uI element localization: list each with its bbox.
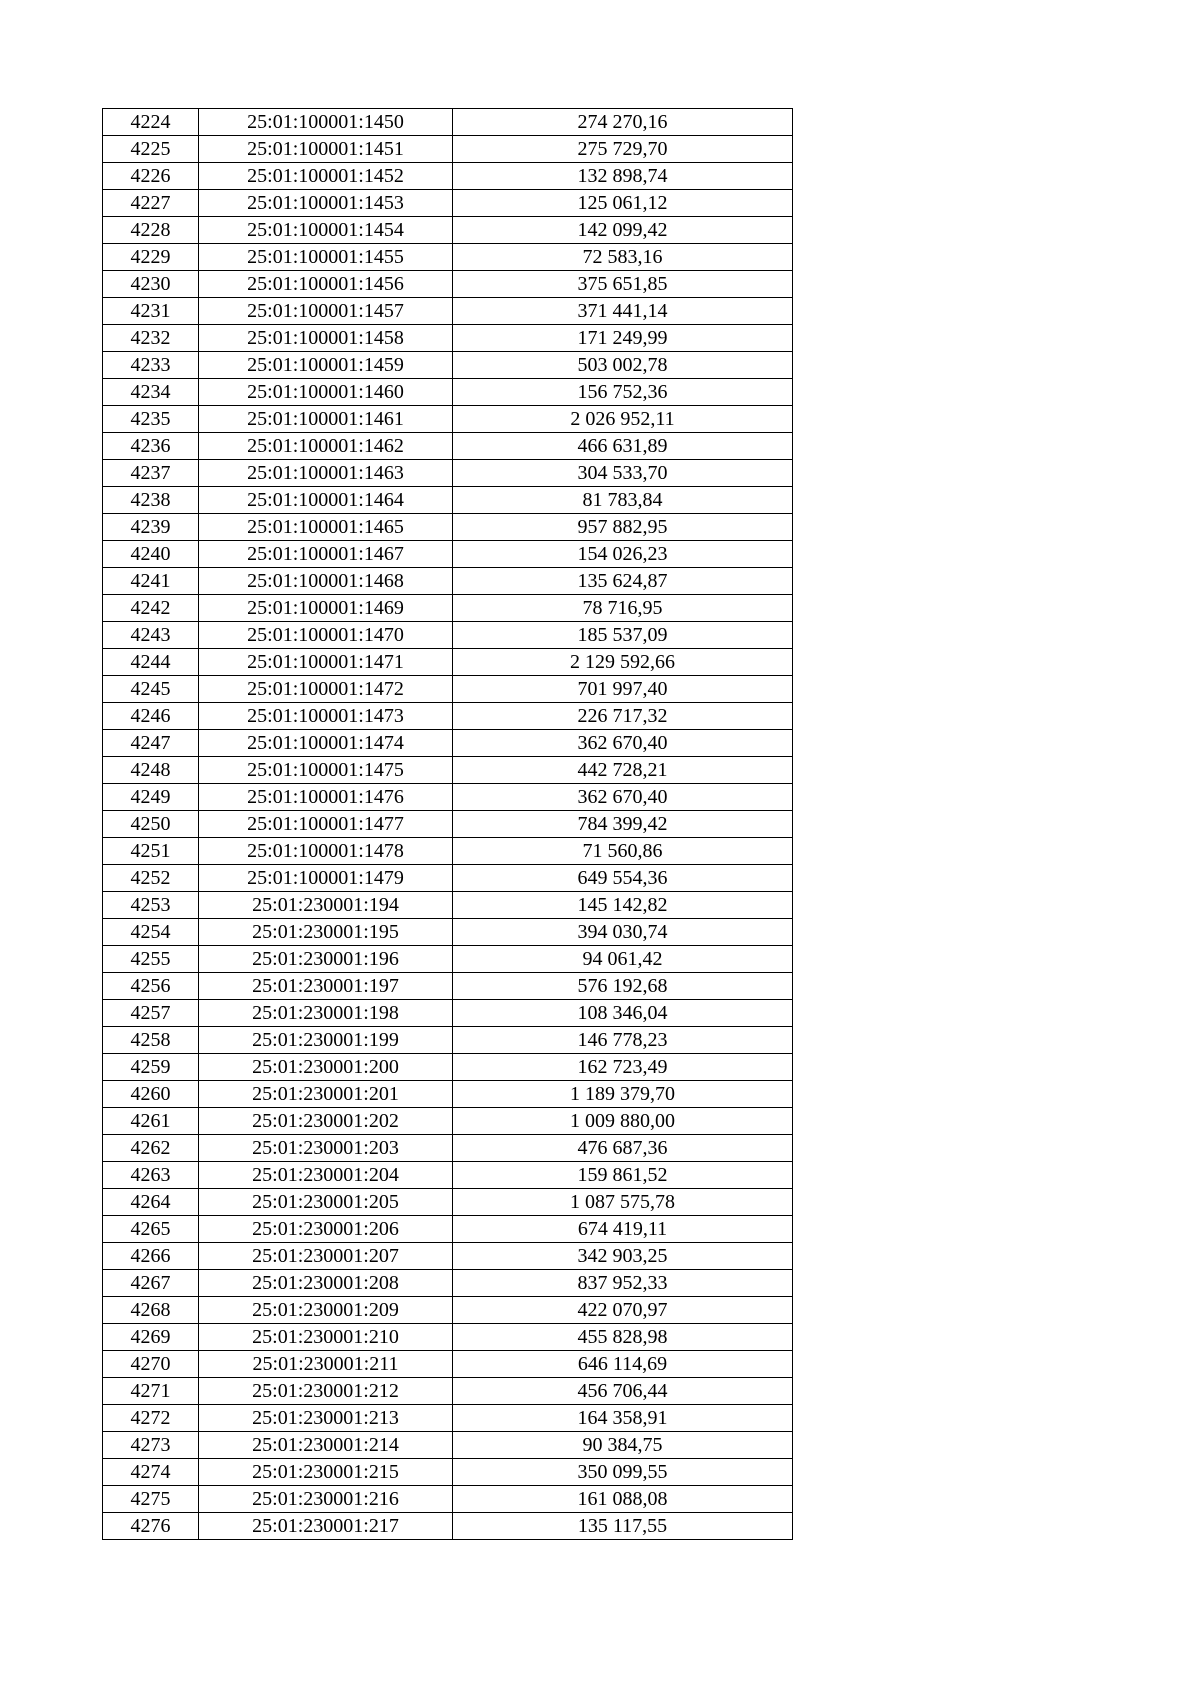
table-row [103, 973, 793, 1000]
value-cell: 456 706,44 [453, 1378, 793, 1405]
table-row [103, 1432, 793, 1459]
value-cell: 362 670,40 [453, 730, 793, 757]
table-row [103, 1162, 793, 1189]
table-row [103, 1216, 793, 1243]
value-cell: 135 117,55 [453, 1513, 793, 1540]
row-number-cell: 4226 [103, 163, 199, 190]
table-row [103, 1270, 793, 1297]
row-number-cell: 4235 [103, 406, 199, 433]
row-number-cell: 4250 [103, 811, 199, 838]
cadastral-number-cell: 25:01:230001:201 [199, 1081, 453, 1108]
row-number-cell: 4262 [103, 1135, 199, 1162]
value-cell: 108 346,04 [453, 1000, 793, 1027]
cadastral-number-cell: 25:01:230001:200 [199, 1054, 453, 1081]
value-cell: 145 142,82 [453, 892, 793, 919]
value-cell: 154 026,23 [453, 541, 793, 568]
cadastral-number-cell: 25:01:230001:211 [199, 1351, 453, 1378]
value-cell: 371 441,14 [453, 298, 793, 325]
row-number-cell: 4243 [103, 622, 199, 649]
row-number-cell: 4228 [103, 217, 199, 244]
row-number-cell: 4246 [103, 703, 199, 730]
value-cell: 159 861,52 [453, 1162, 793, 1189]
value-cell: 784 399,42 [453, 811, 793, 838]
table-row [103, 217, 793, 244]
row-number-cell: 4230 [103, 271, 199, 298]
table-row [103, 406, 793, 433]
table-row [103, 1081, 793, 1108]
row-number-cell: 4276 [103, 1513, 199, 1540]
table-row [103, 379, 793, 406]
value-cell: 1 009 880,00 [453, 1108, 793, 1135]
value-cell: 162 723,49 [453, 1054, 793, 1081]
row-number-cell: 4251 [103, 838, 199, 865]
value-cell: 701 997,40 [453, 676, 793, 703]
cadastral-number-cell: 25:01:230001:199 [199, 1027, 453, 1054]
table-row [103, 946, 793, 973]
value-cell: 957 882,95 [453, 514, 793, 541]
cadastral-number-cell: 25:01:100001:1453 [199, 190, 453, 217]
row-number-cell: 4256 [103, 973, 199, 1000]
cadastral-number-cell: 25:01:100001:1456 [199, 271, 453, 298]
table-row [103, 865, 793, 892]
cadastral-number-cell: 25:01:230001:205 [199, 1189, 453, 1216]
table-row [103, 298, 793, 325]
row-number-cell: 4244 [103, 649, 199, 676]
row-number-cell: 4269 [103, 1324, 199, 1351]
row-number-cell: 4260 [103, 1081, 199, 1108]
table-row [103, 1000, 793, 1027]
value-cell: 90 384,75 [453, 1432, 793, 1459]
cadastral-number-cell: 25:01:100001:1462 [199, 433, 453, 460]
cadastral-number-cell: 25:01:230001:195 [199, 919, 453, 946]
table-row [103, 136, 793, 163]
table-row [103, 568, 793, 595]
table-row [103, 1135, 793, 1162]
value-cell: 576 192,68 [453, 973, 793, 1000]
value-cell: 476 687,36 [453, 1135, 793, 1162]
table-row [103, 919, 793, 946]
cadastral-number-cell: 25:01:230001:216 [199, 1486, 453, 1513]
cadastral-number-cell: 25:01:230001:208 [199, 1270, 453, 1297]
value-cell: 171 249,99 [453, 325, 793, 352]
value-cell: 394 030,74 [453, 919, 793, 946]
value-cell: 156 752,36 [453, 379, 793, 406]
table-row [103, 1297, 793, 1324]
row-number-cell: 4225 [103, 136, 199, 163]
row-number-cell: 4274 [103, 1459, 199, 1486]
value-cell: 455 828,98 [453, 1324, 793, 1351]
row-number-cell: 4271 [103, 1378, 199, 1405]
table-row [103, 838, 793, 865]
row-number-cell: 4268 [103, 1297, 199, 1324]
table-row [103, 109, 793, 136]
row-number-cell: 4240 [103, 541, 199, 568]
row-number-cell: 4236 [103, 433, 199, 460]
cadastral-number-cell: 25:01:100001:1454 [199, 217, 453, 244]
row-number-cell: 4253 [103, 892, 199, 919]
row-number-cell: 4264 [103, 1189, 199, 1216]
row-number-cell: 4257 [103, 1000, 199, 1027]
value-cell: 2 129 592,66 [453, 649, 793, 676]
row-number-cell: 4229 [103, 244, 199, 271]
cadastral-number-cell: 25:01:100001:1476 [199, 784, 453, 811]
row-number-cell: 4263 [103, 1162, 199, 1189]
value-cell: 135 624,87 [453, 568, 793, 595]
cadastral-number-cell: 25:01:230001:202 [199, 1108, 453, 1135]
cadastral-number-cell: 25:01:100001:1474 [199, 730, 453, 757]
table-row [103, 1027, 793, 1054]
table-row [103, 1108, 793, 1135]
row-number-cell: 4248 [103, 757, 199, 784]
table-row [103, 1405, 793, 1432]
row-number-cell: 4245 [103, 676, 199, 703]
cadastral-number-cell: 25:01:100001:1479 [199, 865, 453, 892]
cadastral-number-cell: 25:01:100001:1465 [199, 514, 453, 541]
row-number-cell: 4265 [103, 1216, 199, 1243]
table-row [103, 1243, 793, 1270]
cadastral-number-cell: 25:01:100001:1468 [199, 568, 453, 595]
cadastral-number-cell: 25:01:230001:206 [199, 1216, 453, 1243]
cadastral-number-cell: 25:01:100001:1459 [199, 352, 453, 379]
value-cell: 646 114,69 [453, 1351, 793, 1378]
value-cell: 164 358,91 [453, 1405, 793, 1432]
value-cell: 78 716,95 [453, 595, 793, 622]
cadastral-value-table [102, 108, 793, 1540]
value-cell: 132 898,74 [453, 163, 793, 190]
cadastral-number-cell: 25:01:230001:196 [199, 946, 453, 973]
cadastral-number-cell: 25:01:100001:1455 [199, 244, 453, 271]
value-cell: 304 533,70 [453, 460, 793, 487]
cadastral-number-cell: 25:01:100001:1478 [199, 838, 453, 865]
value-cell: 71 560,86 [453, 838, 793, 865]
row-number-cell: 4272 [103, 1405, 199, 1432]
table-row [103, 190, 793, 217]
cadastral-number-cell: 25:01:230001:198 [199, 1000, 453, 1027]
table-row [103, 1513, 793, 1540]
row-number-cell: 4234 [103, 379, 199, 406]
cadastral-number-cell: 25:01:100001:1463 [199, 460, 453, 487]
cadastral-number-cell: 25:01:230001:215 [199, 1459, 453, 1486]
table-row [103, 460, 793, 487]
value-cell: 350 099,55 [453, 1459, 793, 1486]
value-cell: 1 087 575,78 [453, 1189, 793, 1216]
value-cell: 503 002,78 [453, 352, 793, 379]
table-row [103, 1324, 793, 1351]
value-cell: 422 070,97 [453, 1297, 793, 1324]
row-number-cell: 4270 [103, 1351, 199, 1378]
row-number-cell: 4224 [103, 109, 199, 136]
cadastral-number-cell: 25:01:100001:1451 [199, 136, 453, 163]
table-row [103, 325, 793, 352]
row-number-cell: 4232 [103, 325, 199, 352]
value-cell: 274 270,16 [453, 109, 793, 136]
cadastral-number-cell: 25:01:230001:207 [199, 1243, 453, 1270]
cadastral-number-cell: 25:01:100001:1460 [199, 379, 453, 406]
cadastral-number-cell: 25:01:100001:1472 [199, 676, 453, 703]
cadastral-number-cell: 25:01:230001:194 [199, 892, 453, 919]
row-number-cell: 4259 [103, 1054, 199, 1081]
cadastral-number-cell: 25:01:100001:1469 [199, 595, 453, 622]
cadastral-number-cell: 25:01:100001:1464 [199, 487, 453, 514]
value-cell: 649 554,36 [453, 865, 793, 892]
table-body [103, 109, 793, 1540]
table-row [103, 892, 793, 919]
row-number-cell: 4275 [103, 1486, 199, 1513]
value-cell: 81 783,84 [453, 487, 793, 514]
row-number-cell: 4242 [103, 595, 199, 622]
cadastral-number-cell: 25:01:100001:1467 [199, 541, 453, 568]
cadastral-number-cell: 25:01:100001:1457 [199, 298, 453, 325]
value-cell: 161 088,08 [453, 1486, 793, 1513]
row-number-cell: 4241 [103, 568, 199, 595]
cadastral-number-cell: 25:01:230001:212 [199, 1378, 453, 1405]
value-cell: 72 583,16 [453, 244, 793, 271]
row-number-cell: 4247 [103, 730, 199, 757]
value-cell: 837 952,33 [453, 1270, 793, 1297]
table-row [103, 703, 793, 730]
table-row [103, 541, 793, 568]
row-number-cell: 4239 [103, 514, 199, 541]
table-row [103, 1189, 793, 1216]
table-row [103, 730, 793, 757]
table-row [103, 784, 793, 811]
value-cell: 342 903,25 [453, 1243, 793, 1270]
value-cell: 375 651,85 [453, 271, 793, 298]
table-row [103, 676, 793, 703]
row-number-cell: 4267 [103, 1270, 199, 1297]
value-cell: 442 728,21 [453, 757, 793, 784]
value-cell: 466 631,89 [453, 433, 793, 460]
row-number-cell: 4233 [103, 352, 199, 379]
row-number-cell: 4261 [103, 1108, 199, 1135]
row-number-cell: 4231 [103, 298, 199, 325]
cadastral-number-cell: 25:01:230001:203 [199, 1135, 453, 1162]
row-number-cell: 4258 [103, 1027, 199, 1054]
table-row [103, 271, 793, 298]
cadastral-number-cell: 25:01:100001:1470 [199, 622, 453, 649]
cadastral-number-cell: 25:01:100001:1475 [199, 757, 453, 784]
value-cell: 362 670,40 [453, 784, 793, 811]
table-row [103, 487, 793, 514]
table-row [103, 595, 793, 622]
row-number-cell: 4255 [103, 946, 199, 973]
cadastral-number-cell: 25:01:100001:1471 [199, 649, 453, 676]
table-row [103, 244, 793, 271]
value-cell: 125 061,12 [453, 190, 793, 217]
row-number-cell: 4237 [103, 460, 199, 487]
cadastral-number-cell: 25:01:100001:1461 [199, 406, 453, 433]
cadastral-number-cell: 25:01:100001:1458 [199, 325, 453, 352]
table-row [103, 352, 793, 379]
value-cell: 94 061,42 [453, 946, 793, 973]
table-row [103, 622, 793, 649]
cadastral-number-cell: 25:01:230001:214 [199, 1432, 453, 1459]
row-number-cell: 4273 [103, 1432, 199, 1459]
value-cell: 275 729,70 [453, 136, 793, 163]
cadastral-number-cell: 25:01:100001:1473 [199, 703, 453, 730]
value-cell: 2 026 952,11 [453, 406, 793, 433]
row-number-cell: 4238 [103, 487, 199, 514]
row-number-cell: 4266 [103, 1243, 199, 1270]
value-cell: 142 099,42 [453, 217, 793, 244]
table-row [103, 757, 793, 784]
value-cell: 146 778,23 [453, 1027, 793, 1054]
cadastral-number-cell: 25:01:100001:1477 [199, 811, 453, 838]
row-number-cell: 4227 [103, 190, 199, 217]
row-number-cell: 4249 [103, 784, 199, 811]
cadastral-number-cell: 25:01:100001:1450 [199, 109, 453, 136]
cadastral-number-cell: 25:01:230001:217 [199, 1513, 453, 1540]
table-row [103, 1486, 793, 1513]
row-number-cell: 4252 [103, 865, 199, 892]
cadastral-number-cell: 25:01:230001:210 [199, 1324, 453, 1351]
value-cell: 185 537,09 [453, 622, 793, 649]
cadastral-number-cell: 25:01:230001:213 [199, 1405, 453, 1432]
table-row [103, 1378, 793, 1405]
table-row [103, 1054, 793, 1081]
table-row [103, 163, 793, 190]
table-row [103, 433, 793, 460]
value-cell: 674 419,11 [453, 1216, 793, 1243]
value-cell: 1 189 379,70 [453, 1081, 793, 1108]
table-row [103, 514, 793, 541]
table-row [103, 649, 793, 676]
table-row [103, 1351, 793, 1378]
table-row [103, 811, 793, 838]
value-cell: 226 717,32 [453, 703, 793, 730]
cadastral-number-cell: 25:01:230001:204 [199, 1162, 453, 1189]
row-number-cell: 4254 [103, 919, 199, 946]
cadastral-number-cell: 25:01:100001:1452 [199, 163, 453, 190]
cadastral-number-cell: 25:01:230001:197 [199, 973, 453, 1000]
table-row [103, 1459, 793, 1486]
cadastral-number-cell: 25:01:230001:209 [199, 1297, 453, 1324]
